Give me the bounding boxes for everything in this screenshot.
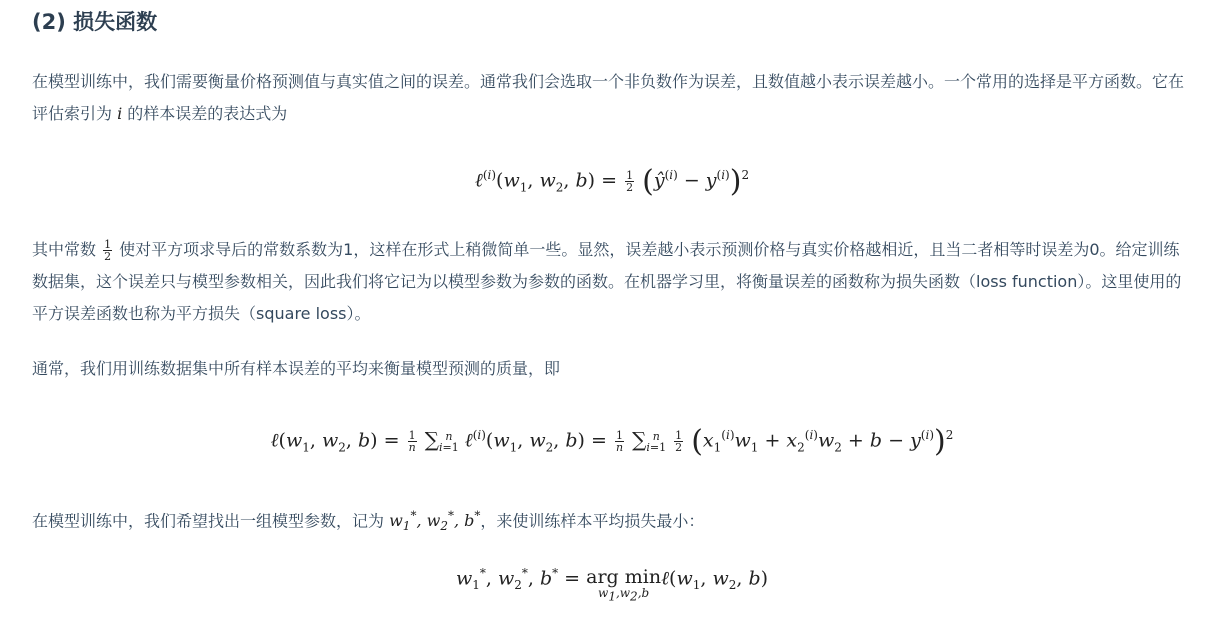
equation-average-loss: $\ell(w_1$, $w_2$, b) = $\frac{1}{n}$ ∑ n i=1 $\ell^{(i)}(w_1$, $w_2$, b) = $\frac{1}{n}$ ∑ n i=1 $\frac{1}{2}$ $(x_1^{(i)}w_1 + x_2^{(i)}w_2 + b - y^{(i)})^2$	[270, 424, 954, 459]
section-title: 损失函数	[73, 10, 158, 34]
paragraph-text: 使对平方项求导后的常数系数为1，这样在形式上稍微简单一些。显然，误差越小表示预测价格与真实价格越相近，且当二者相等时误差为0。给定训练数据集，这个误差只与模型参数相关，因此我们将它记为以模型参数为参数的函数。在机器学习里，将衡量误差的函数称为损失函数（loss function）。这里使用的平方误差函数也称为平方损失（square loss）。	[32, 240, 1182, 323]
index-variable: i	[117, 104, 123, 123]
equation-argmin: $w_1^*$, $w_2^*$, b* = arg min $w_1,w_2,b$ $\ell(w_1$, $w_2$, b)	[455, 566, 769, 604]
section-heading	[32, 6, 157, 36]
paragraph-text: 在模型训练中，我们希望找出一组模型参数，记为	[32, 511, 390, 531]
equation-sample-loss: $\ell^{(i)}(w_1$, $w_2$, b) = $\frac{1}{2}$ $(ŷ^{(i)} - y^{(i)})^2$	[474, 164, 750, 199]
paragraph-text: 其中常数	[32, 240, 102, 259]
paragraph-text: 的样本误差的表达式为	[122, 104, 288, 123]
params-star-inline: $w_1^*$, $w_2^*$, b*	[389, 509, 481, 534]
paragraph-optimization	[32, 500, 1192, 543]
paragraph-average-loss: 通常，我们用训练数据集中所有样本误差的平均来衡量模型预测的质量，即	[32, 359, 561, 378]
paragraph-text: ，来使训练样本平均损失最小：	[480, 511, 705, 531]
section-number: (2)	[32, 10, 66, 34]
half-fraction: $\frac{1}{2}$	[104, 238, 112, 263]
paragraph-text: 在模型训练中，我们需要衡量价格预测值与真实值之间的误差。通常我们会选取一个非负数作为误差，且数值越小表示误差越小。一个常用的选择是平方函数。它在评估索引为	[32, 72, 1185, 123]
paragraph-loss-explanation	[32, 234, 1192, 330]
paragraph-loss-intro	[32, 66, 1192, 130]
